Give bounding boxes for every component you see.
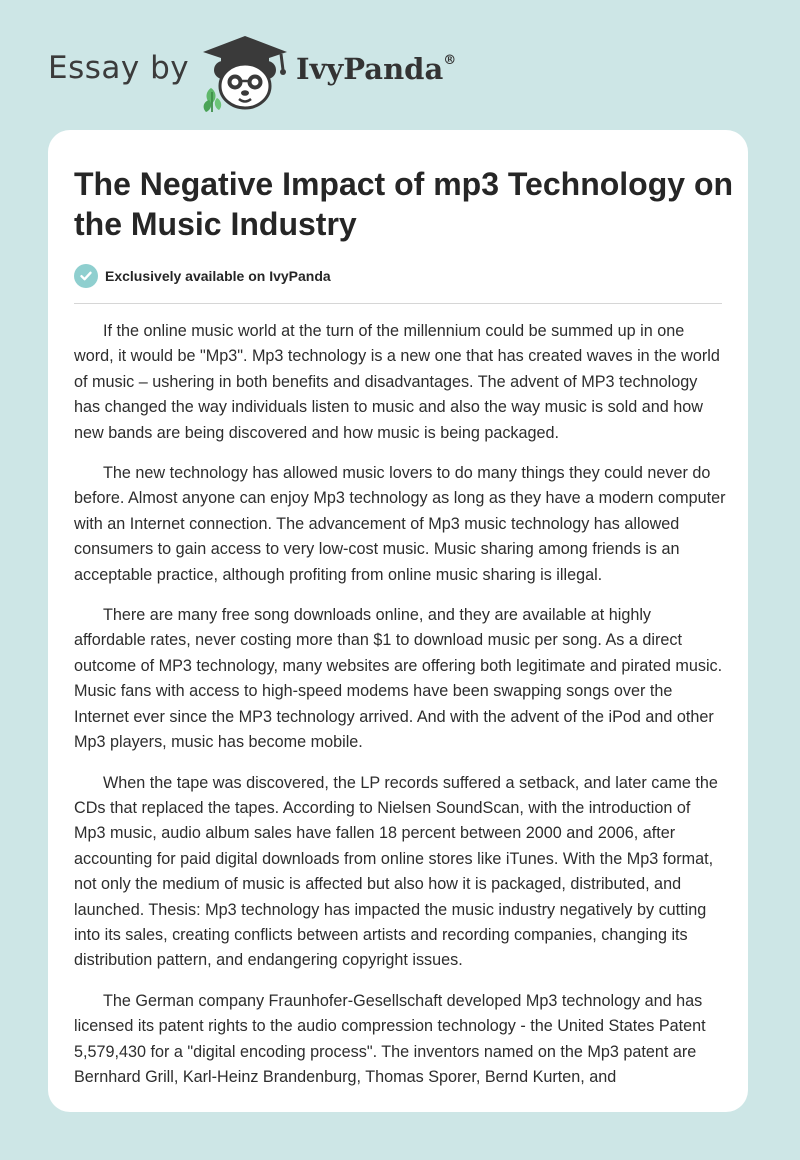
- paragraph: If the online music world at the turn of the millennium could be summed up in one word, it would be "Mp3". Mp3 technology is a new one that has created waves in the world of music – ushering in both benefits and disadvantages. The advent of MP3 technology has changed the way individuals listen to music and also the way music is sold and how new bands are being discovered and how music is being packaged.: [74, 322, 720, 442]
- paragraph: When the tape was discovered, the LP records suffered a setback, and later came the CDs that replaced the tapes. According to Nielsen SoundScan, with the introduction of Mp3 music, audio album sales have fallen 18 percent between 2000 and 2006, after accounting for paid digital downloads from online stores like iTunes. With the Mp3 format, not only the medium of music is affected but also how it is packaged, distributed, and launched. Thesis: Mp3 technology has impacted the music industry negatively by cutting into its sales, creating conflicts between artists and recording companies, changing its distribution pattern, and endangering copyright issues.: [74, 773, 718, 970]
- badge-label: Exclusively available on IvyPanda: [105, 268, 331, 284]
- essay-card: [48, 130, 748, 1112]
- brand-name[interactable]: [296, 52, 456, 86]
- paragraph: There are many free song downloads online, and they are available at highly affordable rates, never costing more than $1 to download music per song. As a direct outcome of MP3 technology, many websites are offering both legitimate and pirated music. Music fans with access to high-speed modems have been swapping songs over the Internet ever since the MP3 technology arrived. And with the advent of the iPod and other Mp3 players, music has become mobile.: [74, 606, 723, 752]
- exclusive-badge: [74, 264, 331, 288]
- divider: [74, 303, 722, 304]
- checkmark-icon: [79, 269, 93, 283]
- checkmark-circle-icon: [74, 264, 98, 288]
- essay-title: The Negative Impact of mp3 Technology on the Music Industry: [74, 166, 734, 242]
- essay-body: [74, 319, 726, 1105]
- site-header: [0, 0, 800, 120]
- panda-logo-icon[interactable]: [199, 30, 291, 112]
- brand-label: IvyPanda: [296, 52, 444, 86]
- header-prefix: Essay by: [48, 50, 190, 86]
- trademark-symbol: ®: [443, 53, 457, 69]
- paragraph: The German company Fraunhofer-Gesellschaft developed Mp3 technology and has licensed its patent rights to the audio compression technology - the United States Patent 5,579,430 for a "digital encoding process". The inventors named on the Mp3 patent are Bernhard Grill, Karl-Heinz Brandenburg, Thomas Sporer, Bernd Kurten, and: [74, 991, 706, 1086]
- paragraph: The new technology has allowed music lovers to do many things they could never do before. Almost anyone can enjoy Mp3 technology as long as they have a modern computer with an Internet connection. The advancement of Mp3 music technology has allowed consumers to gain access to very low-cost music. Music sharing among friends is an acceptable practice, although profiting from online music sharing is illegal.: [74, 464, 726, 584]
